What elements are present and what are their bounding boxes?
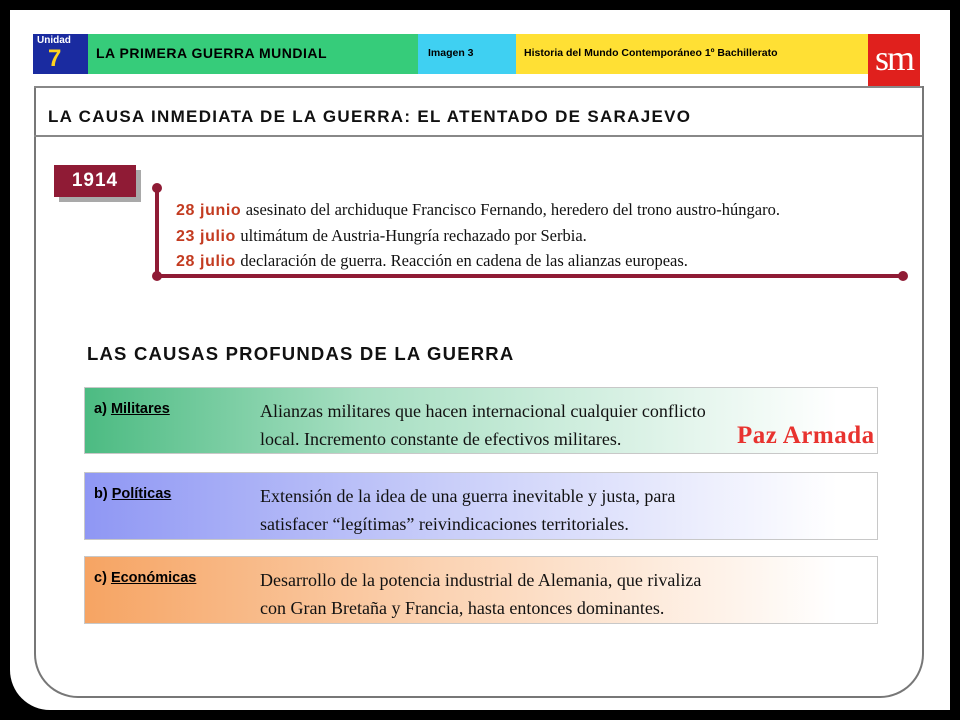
unit-label: Unidad xyxy=(37,35,71,46)
cause-letter: a) xyxy=(94,401,107,417)
cause-box-politicas xyxy=(84,472,878,540)
image-label-bar xyxy=(418,34,516,74)
cause-letter: c) xyxy=(94,570,107,586)
cause-text-line: Alianzas militares que hacen internacional cualquier conflicto xyxy=(260,401,706,421)
event-text: declaración de guerra. Reacción en cadena de las alianzas europeas. xyxy=(240,251,688,270)
causes-heading: LAS CAUSAS PROFUNDAS DE LA GUERRA xyxy=(87,343,515,364)
event-date: 23 julio xyxy=(176,228,236,245)
timeline-vertical-line xyxy=(155,186,159,278)
paz-armada-annotation: Paz Armada xyxy=(737,422,875,449)
course-bar xyxy=(516,34,868,74)
cause-text-line: satisfacer “legítimas” reivindicaciones territoriales. xyxy=(260,514,629,534)
topic-title: LA PRIMERA GUERRA MUNDIAL xyxy=(96,45,328,61)
cause-name: Políticas xyxy=(111,486,172,502)
unit-number: 7 xyxy=(48,45,62,72)
cause-box-economicas xyxy=(84,556,878,624)
cause-text xyxy=(260,397,706,453)
cause-label xyxy=(94,401,170,417)
cause-text-line: local. Incremento constante de efectivos militares. xyxy=(260,429,622,449)
event-text: asesinato del archiduque Francisco Fernando, heredero del trono austro-húngaro. xyxy=(245,200,780,219)
timeline-event xyxy=(176,226,587,246)
cause-label xyxy=(94,570,196,586)
timeline-dot xyxy=(898,271,908,281)
cause-text-line: Extensión de la idea de una guerra inevitable y justa, para xyxy=(260,486,676,506)
image-label: Imagen 3 xyxy=(428,47,474,59)
event-date: 28 julio xyxy=(176,253,236,270)
event-text: ultimátum de Austria-Hungría rechazado por Serbia. xyxy=(240,226,587,245)
cause-label xyxy=(94,486,171,502)
cause-text xyxy=(260,566,701,622)
course-label: Historia del Mundo Contemporáneo 1º Bachillerato xyxy=(524,47,778,59)
topic-bar xyxy=(88,34,418,74)
publisher-logo: sm xyxy=(868,34,920,86)
timeline-dot xyxy=(152,271,162,281)
event-date: 28 junio xyxy=(176,202,242,219)
unit-badge xyxy=(33,34,88,74)
cause-text-line: Desarrollo de la potencia industrial de Alemania, que rivaliza xyxy=(260,570,702,590)
timeline-event xyxy=(176,251,688,271)
timeline-dot xyxy=(152,183,162,193)
divider-top xyxy=(34,86,922,88)
page-title: LA CAUSA INMEDIATA DE LA GUERRA: EL ATENTADO DE SARAJEVO xyxy=(48,107,692,126)
cause-name: Económicas xyxy=(110,570,197,586)
timeline-horizontal-line xyxy=(155,274,903,278)
cause-letter: b) xyxy=(94,486,108,502)
cause-text xyxy=(260,482,675,538)
cause-text-line: con Gran Bretaña y Francia, hasta entonces dominantes. xyxy=(260,598,665,618)
cause-name: Militares xyxy=(110,401,170,417)
divider-bottom xyxy=(34,135,922,137)
year-badge: 1914 xyxy=(54,165,136,197)
timeline-event xyxy=(176,200,780,220)
